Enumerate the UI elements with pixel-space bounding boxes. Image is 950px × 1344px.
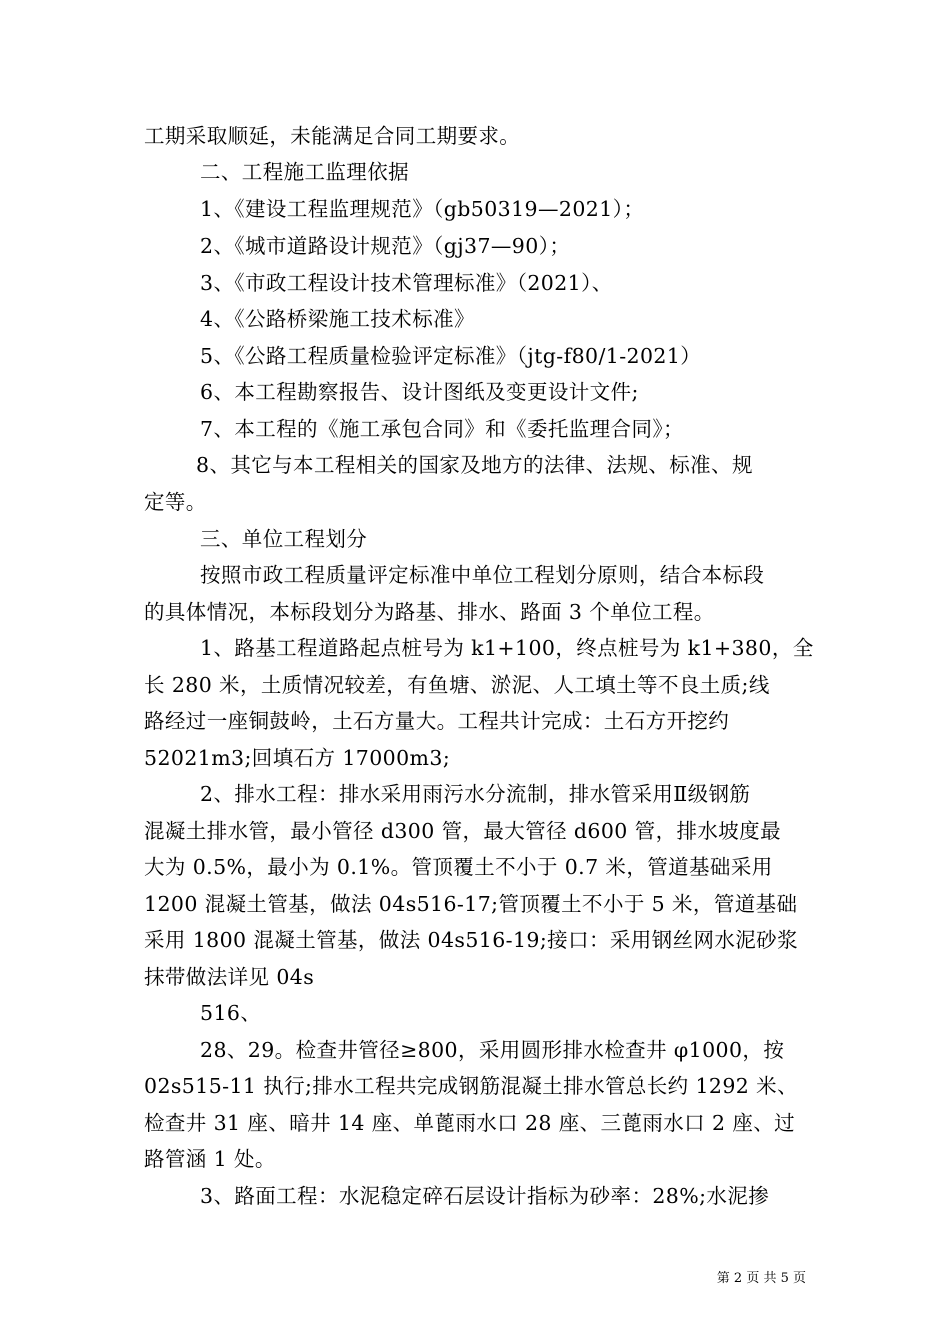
text-line: 52021m3;回填石方 17000m3; [144,746,451,770]
text-line: 的具体情况，本标段划分为路基、排水、路面 3 个单位工程。 [144,600,715,624]
list-item: 7、本工程的《施工承包合同》和《委托监理合同》； [200,417,684,441]
list-item: 4、《公路桥梁施工技术标准》 [200,307,475,331]
text-line: 大为 0.5%，最小为 0.1%。管顶覆土不小于 0.7 米，管道基础采用 [144,855,773,879]
text-line: 长 280 米，土质情况较差，有鱼塘、淤泥、人工填土等不良土质;线 [144,673,770,697]
list-item: 6、本工程勘察报告、设计图纸及变更设计文件; [200,380,639,404]
section-heading: 二、工程施工监理依据 [200,160,409,184]
text-line: 采用 1800 混凝土管基，做法 04s516-19;接口：采用钢丝网水泥砂浆 [144,928,798,952]
list-item: 3、《市政工程设计技术管理标准》（2021）、 [200,271,613,295]
text-line: 混凝土排水管，最小管径 d300 管，最大管径 d600 管，排水坡度最 [144,819,781,843]
text-line: 28、29。检查井管径≥800，采用圆形排水检查井 φ1000，按 [200,1038,785,1062]
list-item: 2、《城市道路设计规范》（gj37—90）； [200,234,571,258]
text-line: 工期采取顺延，未能满足合同工期要求。 [144,124,521,148]
list-item: 1、《建设工程监理规范》（gb50319—2021）； [200,197,645,221]
text-line: 1200 混凝土管基，做法 04s516-17;管顶覆土不小于 5 米，管道基础 [144,892,798,916]
text-line: 2、排水工程：排水采用雨污水分流制，排水管采用Ⅱ级钢筋 [200,782,751,806]
text-line: 1、路基工程道路起点桩号为 k1+100，终点桩号为 k1+380，全 [200,636,814,660]
section-heading: 三、单位工程划分 [200,527,368,551]
text-line: 路经过一座铜鼓岭，土石方量大。工程共计完成：土石方开挖约 [144,709,730,733]
text-line: 02s515-11 执行;排水工程共完成钢筋混凝土排水管总长约 1292 米、 [144,1074,798,1098]
text-line: 按照市政工程质量评定标准中单位工程划分原则，结合本标段 [200,563,765,587]
text-line: 抹带做法详见 04s [144,965,315,989]
list-item: 8、其它与本工程相关的国家及地方的法律、法规、标准、规 [196,453,753,477]
text-line: 检查井 31 座、暗井 14 座、单蓖雨水口 28 座、三蓖雨水口 2 座、过 [144,1111,796,1135]
text-line: 定等。 [144,490,207,514]
text-line: 516、 [200,1001,262,1025]
page-number: 第 2 页 共 5 页 [716,1271,806,1286]
list-item: 5、《公路工程质量检验评定标准》（jtg-f80/1-2021） [200,344,702,368]
text-line: 3、路面工程：水泥稳定碎石层设计指标为砂率：28%;水泥掺 [200,1184,770,1208]
text-line: 路管涵 1 处。 [144,1147,276,1171]
